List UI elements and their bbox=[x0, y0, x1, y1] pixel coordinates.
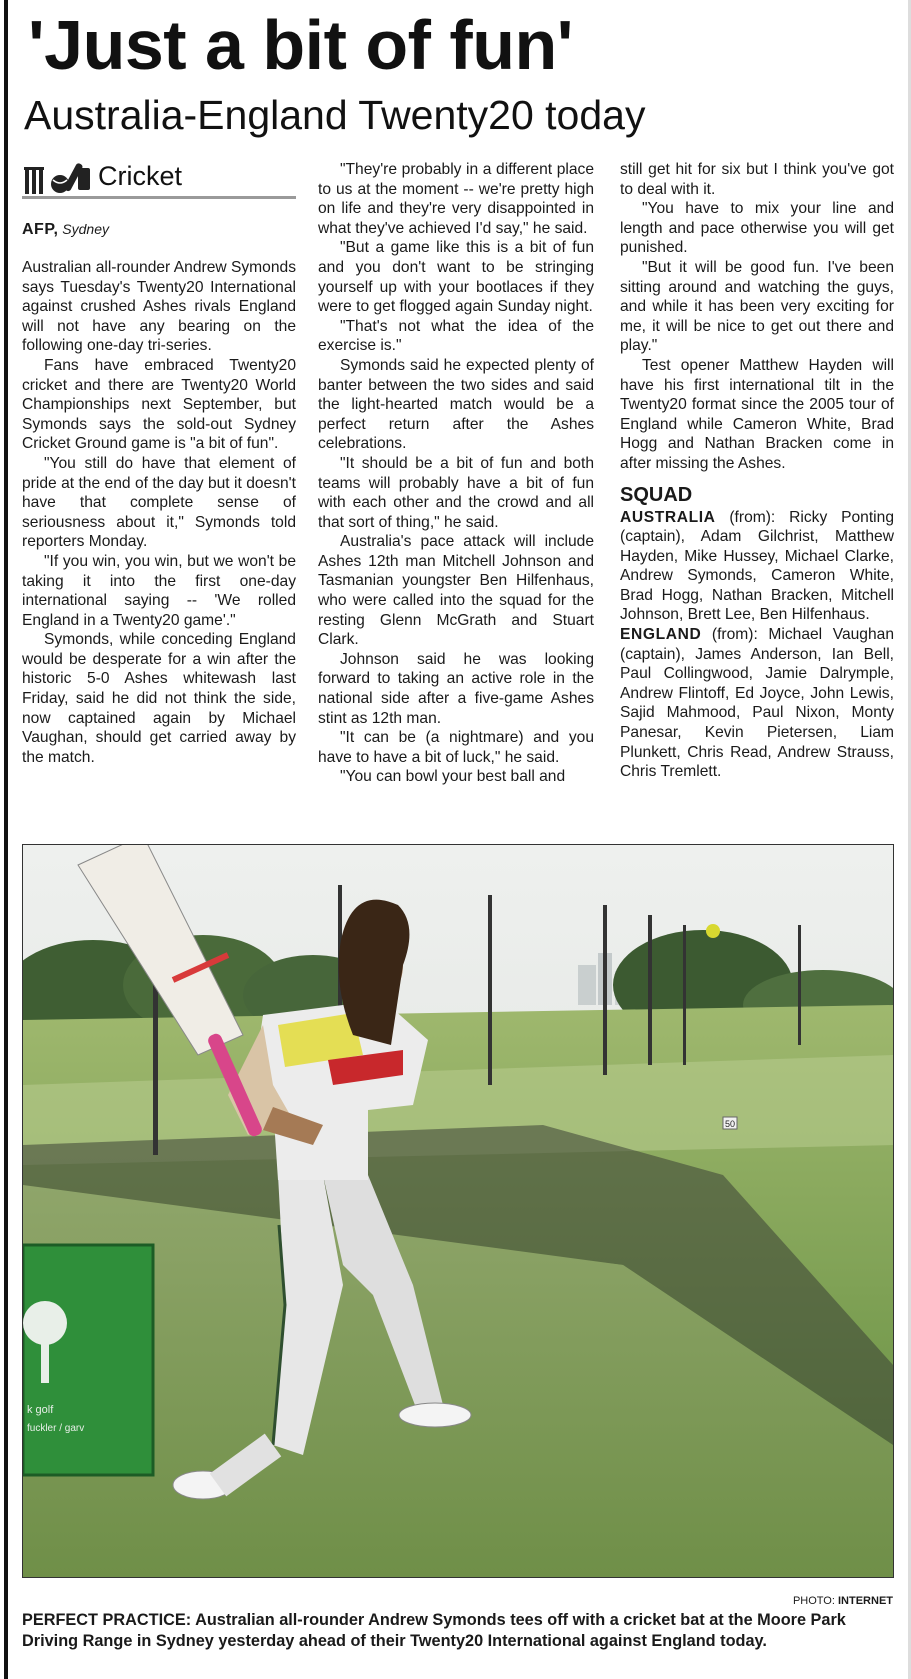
subheadline: Australia-England Twenty20 today bbox=[24, 92, 646, 138]
photo-illustration bbox=[23, 845, 893, 1577]
squad-heading: SQUAD bbox=[620, 483, 693, 506]
paragraph: "It can be (a nightmare) and you have to have a bit of luck," he said. bbox=[318, 729, 594, 766]
photo-credit bbox=[793, 1594, 893, 1608]
headline: 'Just a bit of fun' bbox=[28, 6, 573, 84]
paragraph: "But it will be good fun. I've been sitting around and watching the guys, and while it has been very exciting for me, it will be nice to get out there and play." bbox=[620, 258, 894, 355]
sign-text-1: k golf bbox=[27, 1404, 54, 1416]
section-label-cricket bbox=[22, 158, 296, 202]
section-label-text: Cricket bbox=[98, 161, 183, 191]
byline bbox=[22, 220, 109, 239]
paragraph: "You still do have that element of pride at the end of the day but it doesn't have that complete sense of seriousness about it," Symonds told reporters Monday. bbox=[22, 454, 296, 551]
paragraph: Australian all-rounder Andrew Symonds says Tuesday's Twenty20 International against crushed Ashes rivals England will not have any bearing on the following one-day tri-series. bbox=[22, 259, 296, 355]
team-list-england: (from): Michael Vaughan (captain), James Anderson, Ian Bell, Paul Collingwood, Jamie Dalrymple, Andrew Flintoff, Ed Joyce, John Lewis, Sajid Mahmood, Paul Nixon, Monty Panesar, Kevin Pietersen, Liam Plunkett, Chris Read, Andrew Strauss, Chris Tremlett. bbox=[620, 626, 894, 781]
paragraph: still get hit for six but I think you've got to deal with it. bbox=[620, 161, 894, 198]
news-photo bbox=[22, 844, 894, 1578]
paragraph: "That's not what the idea of the exercise is." bbox=[318, 317, 594, 355]
cricket-logo-icon bbox=[22, 158, 94, 196]
section-underline bbox=[22, 196, 296, 199]
paragraph: "You can bowl your best ball and bbox=[340, 768, 566, 786]
paragraph: Test opener Matthew Hayden will have his first international tilt in the Twenty20 format since the 2005 tour of England while Cameron White, Brad Hogg and Nathan Bracken come in after missing the Ashes. bbox=[620, 356, 894, 472]
byline-location: Sydney bbox=[62, 221, 109, 237]
article-column-1 bbox=[22, 258, 296, 767]
squad-england bbox=[620, 625, 894, 782]
article-column-2 bbox=[318, 160, 594, 787]
squad-australia bbox=[620, 508, 894, 626]
distance-marker-text: 50 bbox=[725, 1119, 736, 1129]
paragraph: Australia's pace attack will include Ashes 12th man Mitchell Johnson and Tasmanian youngster Ben Hilfenhaus, who were called into the squad for the resting Glenn McGrath and Stuart Clark. bbox=[318, 533, 594, 649]
paragraph: "If you win, you win, but we won't be taking it into the first one-day international saying -- 'We rolled England in a Twenty20 game'." bbox=[22, 552, 296, 629]
left-column-rule bbox=[4, 0, 8, 1679]
photo-credit-label: PHOTO: bbox=[792, 1595, 835, 1607]
paragraph: "But a game like this is a bit of fun and you don't want to be stringing yourself up with your bootlaces if they were to get flogged again Sunday night. bbox=[318, 239, 594, 316]
team-label-australia: AUSTRALIA bbox=[620, 508, 716, 526]
paragraph: "It should be a bit of fun and both teams will probably have a bit of fun with each other and the crowd and all that sort of thing," he said. bbox=[318, 454, 594, 531]
sign-text-2: fuckler / garv bbox=[27, 1423, 85, 1434]
paragraph: "You have to mix your line and length and pace otherwise you will get punished. bbox=[620, 200, 894, 257]
paragraph: Symonds, while conceding England would be desperate for a win after the historic 5-0 Ashes whitewash last Friday, said he did not think the side, now captained again by Michael Vaughan, should get carried away by the match. bbox=[22, 631, 296, 766]
paragraph: Fans have embraced Twenty20 cricket and there are Twenty20 World Championships next September, but Symonds says the sold-out Sydney Cricket Ground game is "a bit of fun". bbox=[22, 356, 296, 453]
photo-credit-source: INTERNET bbox=[838, 1595, 893, 1607]
paragraph: Johnson said he was looking forward to taking an active role in the national side after a five-game Ashes stint as 12th man. bbox=[318, 650, 594, 727]
paragraph: Symonds said he expected plenty of banter between the two sides and said the light-hearted match would be a perfect return after the Ashes celebrations. bbox=[318, 356, 594, 453]
team-list-australia: (from): Ricky Ponting (captain), Adam Gilchrist, Matthew Hayden, Mike Hussey, Michael Clarke, Andrew Symonds, Cameron White, Brad Hogg, Nathan Bracken, Mitchell Johnson, Brett Lee, Ben Hilfenhaus. bbox=[620, 508, 894, 624]
paragraph: "They're probably in a different place to us at the moment -- we're pretty high on life and they're very disappointed in what they've achieved I'd say," he said. bbox=[318, 161, 594, 237]
team-label-england: ENGLAND bbox=[620, 626, 702, 644]
byline-agency: AFP, bbox=[22, 221, 59, 238]
photo-caption: PERFECT PRACTICE: Australian all-rounder Andrew Symonds tees off with a cricket bat at the Moore Park Driving Range in Sydney yesterday ahead of their Twenty20 International against England today. bbox=[22, 1611, 846, 1650]
article-column-3 bbox=[620, 160, 894, 782]
